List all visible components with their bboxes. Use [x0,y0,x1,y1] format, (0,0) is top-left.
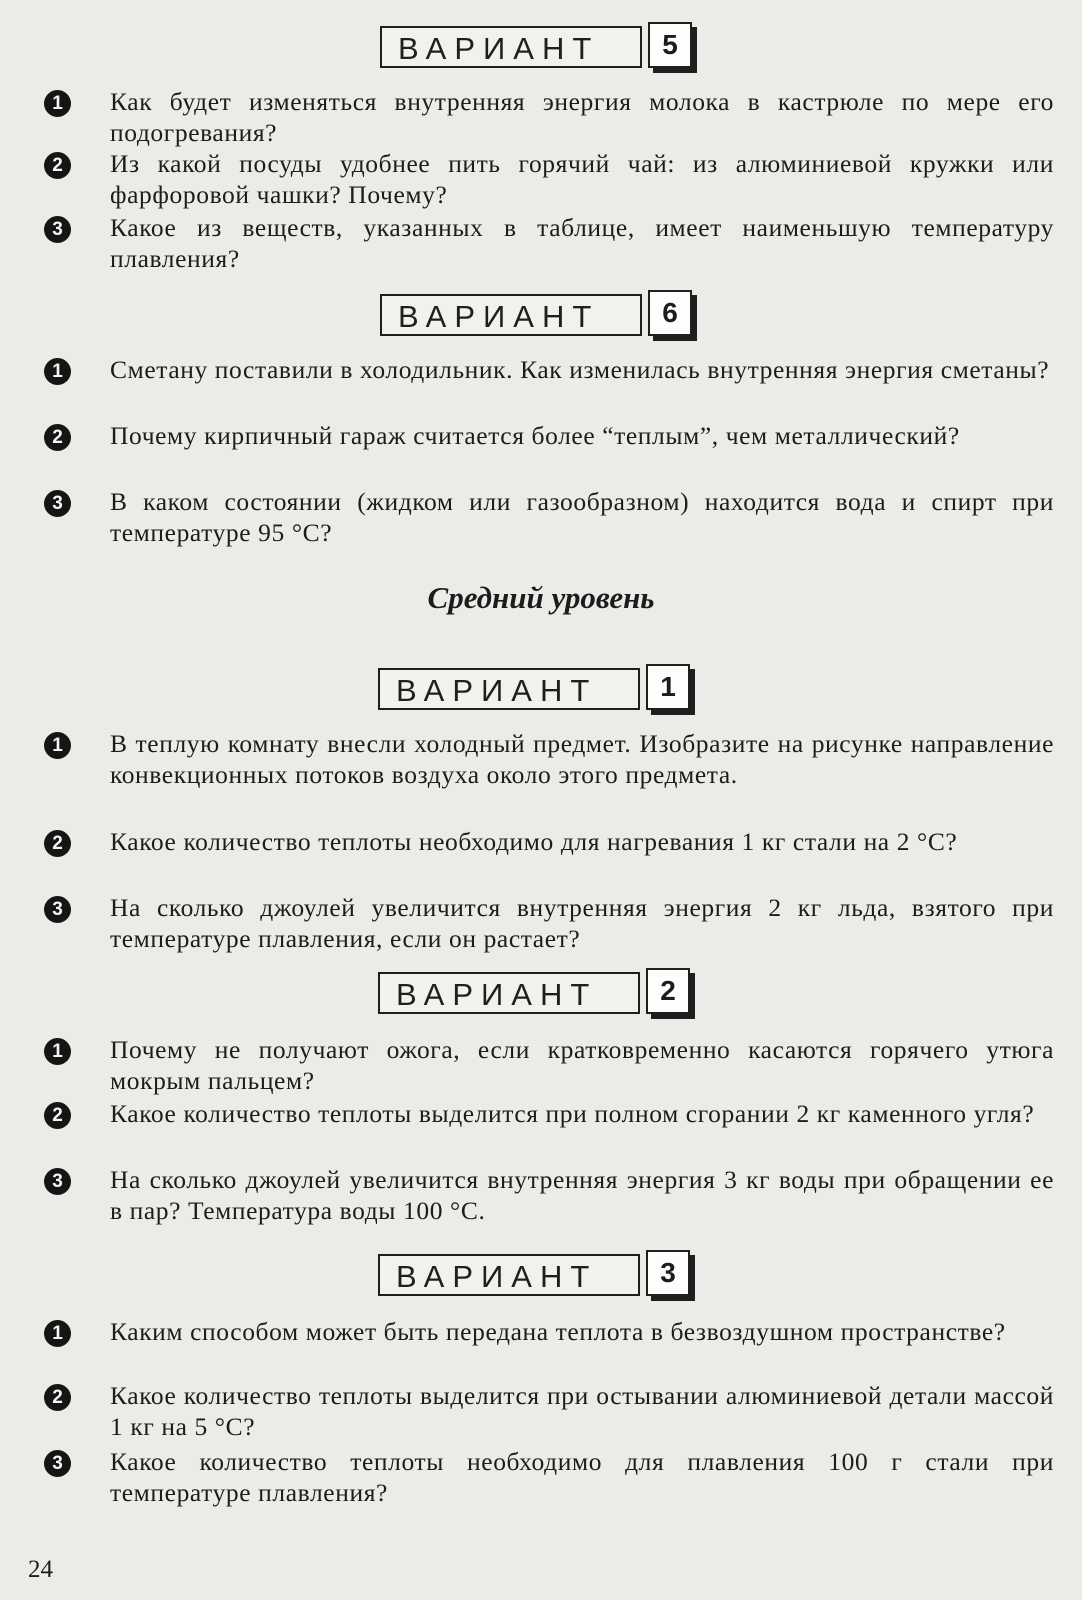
variant-header [0,290,1082,342]
question-text: Почему не получают ожога, если кратковременно касаются горячего утюга мокрым пальцем? [110,1035,1054,1095]
variant-header [0,664,1082,716]
variant-header [0,1250,1082,1302]
variant-word: ВАРИАНТ [398,299,600,334]
question-number-badge: 1 [44,732,71,759]
question-text: Почему кирпичный гараж считается более “теплым”, чем металлический? [110,421,960,450]
variant-number: 1 [646,664,690,710]
question-number-badge: 1 [44,1038,71,1065]
question-number-badge: 2 [44,830,71,857]
question-number-badge: 2 [44,1102,71,1129]
question-number-badge: 3 [44,1168,71,1195]
question-text: Какое количество теплоты необходимо для плавления 100 г стали при температуре плавления? [110,1447,1054,1507]
variant-header [0,968,1082,1020]
variant-1 [0,664,1082,716]
question-number-badge: 3 [44,490,71,517]
question-number-badge: 2 [44,424,71,451]
question-number-badge: 3 [44,216,71,243]
question-number-badge: 3 [44,896,71,923]
variant-number: 5 [648,22,692,68]
question-text: На сколько джоулей увеличится внутренняя энергия 2 кг льда, взятого при температуре плавления, если он растает? [110,893,1054,953]
variant-word: ВАРИАНТ [396,977,598,1012]
variant-number: 3 [646,1250,690,1296]
question-number-badge: 3 [44,1450,71,1477]
variant-label-box [380,26,642,68]
variant-word: ВАРИАНТ [396,1259,598,1294]
question-number-badge: 2 [44,1384,71,1411]
variant-2 [0,968,1082,1020]
question-number-badge: 1 [44,90,71,117]
question-number-badge: 1 [44,1320,71,1347]
question-text: Какое количество теплоты необходимо для нагревания 1 кг стали на 2 °C? [110,827,958,856]
variant-number: 6 [648,290,692,336]
variant-label-box [380,294,642,336]
variant-3 [0,1250,1082,1302]
level-title: Средний уровень [427,580,655,615]
question-number-badge: 1 [44,358,71,385]
variant-label-box [378,972,640,1014]
variant-number: 2 [646,968,690,1014]
variant-6 [0,290,1082,342]
variant-label-box [378,1254,640,1296]
question-text: В теплую комнату внесли холодный предмет. Изобразите на рисунке направление конвекционных потоков воздуха около этого предмета. [110,729,1054,789]
question-text: Какое из веществ, указанных в таблице, имеет наименьшую температуру плавления? [110,213,1054,273]
question-text: Какое количество теплоты выделится при полном сгорании 2 кг каменного угля? [110,1099,1035,1128]
page-number: 24 [28,1556,53,1583]
question-text: Как будет изменяться внутренняя энергия молока в кастрюле по мере его подогревания? [110,87,1054,147]
variant-5 [0,22,1082,74]
question-text: Из какой посуды удобнее пить горячий чай: из алюминиевой кружки или фарфоровой чашки? Почему? [110,149,1054,209]
question-number-badge: 2 [44,152,71,179]
variant-word: ВАРИАНТ [398,31,600,66]
question-text: Сметану поставили в холодильник. Как изменилась внутренняя энергия сметаны? [110,355,1050,384]
question-text: Какое количество теплоты выделится при остывании алюминиевой детали массой 1 кг на 5 °C? [110,1381,1054,1441]
question-text: На сколько джоулей увеличится внутренняя энергия 3 кг воды при обращении ее в пар? Температура воды 100 °C. [110,1165,1054,1225]
variant-label-box [378,668,640,710]
question-text: Каким способом может быть передана теплота в безвоздушном пространстве? [110,1317,1006,1346]
variant-word: ВАРИАНТ [396,673,598,708]
variant-header [0,22,1082,74]
question-text: В каком состоянии (жидком или газообразном) находится вода и спирт при температуре 95 °C? [110,487,1054,547]
